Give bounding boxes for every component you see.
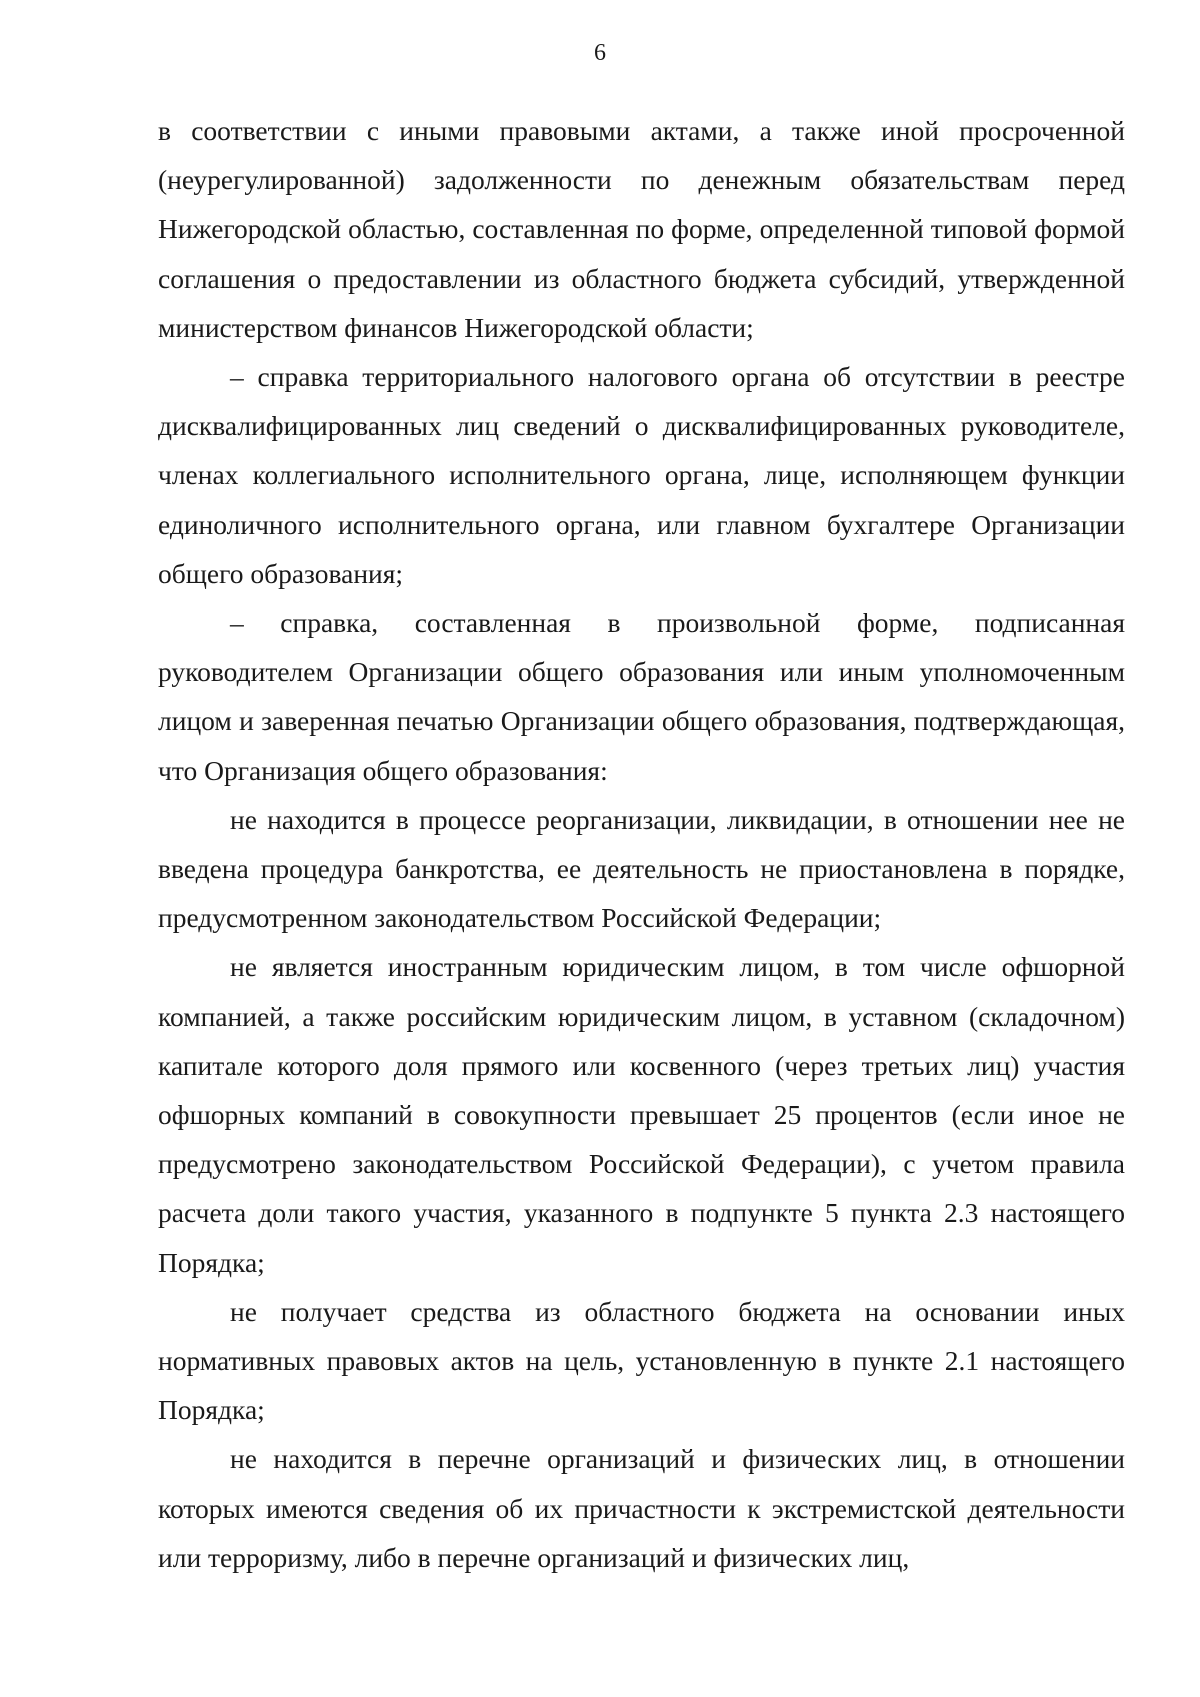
paragraph-not-foreign-entity: не является иностранным юридическим лицом, в том числе офшорной компанией, а также российским юридическим лицом, в уставном (складочном) капитале которого доля прямого или косвенного (через третьих лиц) участия офшорных компаний в совокупности превышает 25 процентов (если иное не предусмотрено законодательством Российской Федерации), с учетом правила расчета доли такого участия, указанного в подпункте 5 пункта 2.3 настоящего Порядка; xyxy=(158,951,1125,1278)
paragraph-not-in-extremist-list: не находится в перечне организаций и физических лиц, в отношении которых имеются сведения об их причастности к экстремистской деятельности или терроризму, либо в перечне организаций и физических лиц, xyxy=(158,1443,1125,1573)
document-body xyxy=(158,106,1125,1582)
page-number: 6 xyxy=(594,40,606,66)
paragraph-continuation: в соответствии с иными правовыми актами, а также иной просроченной (неурегулированной) задолженности по денежным обязательствам перед Нижегородской областью, составленная по форме, определенной типовой формой соглашения о предоставлении из областного бюджета субсидий, утвержденной министерством финансов Нижегородской области; xyxy=(158,115,1125,343)
paragraph-not-reorganizing: не находится в процессе реорганизации, ликвидации, в отношении нее не введена процедура банкротства, ее деятельность не приостановлена в порядке, предусмотренном законодательством Российской Федерации; xyxy=(158,803,1125,934)
paragraph-tax-certificate: – справка территориального налогового органа об отсутствии в реестре дисквалифицированных лиц сведений о дисквалифицированных руководителе, членах коллегиального исполнительного органа, лице, исполняющем функции единоличного исполнительного органа, или главном бухгалтере Организации общего образования; xyxy=(158,361,1125,589)
paragraph-free-form-certificate: – справка, составленная в произвольной форме, подписанная руководителем Организации общего образования или иным уполномоченным лицом и заверенная печатью Организации общего образования, подтверждающая, что Организация общего образования: xyxy=(158,607,1125,786)
paragraph-no-other-funds: не получает средства из областного бюджета на основании иных нормативных правовых актов на цель, установленную в пункте 2.1 настоящего Порядка; xyxy=(158,1295,1125,1426)
